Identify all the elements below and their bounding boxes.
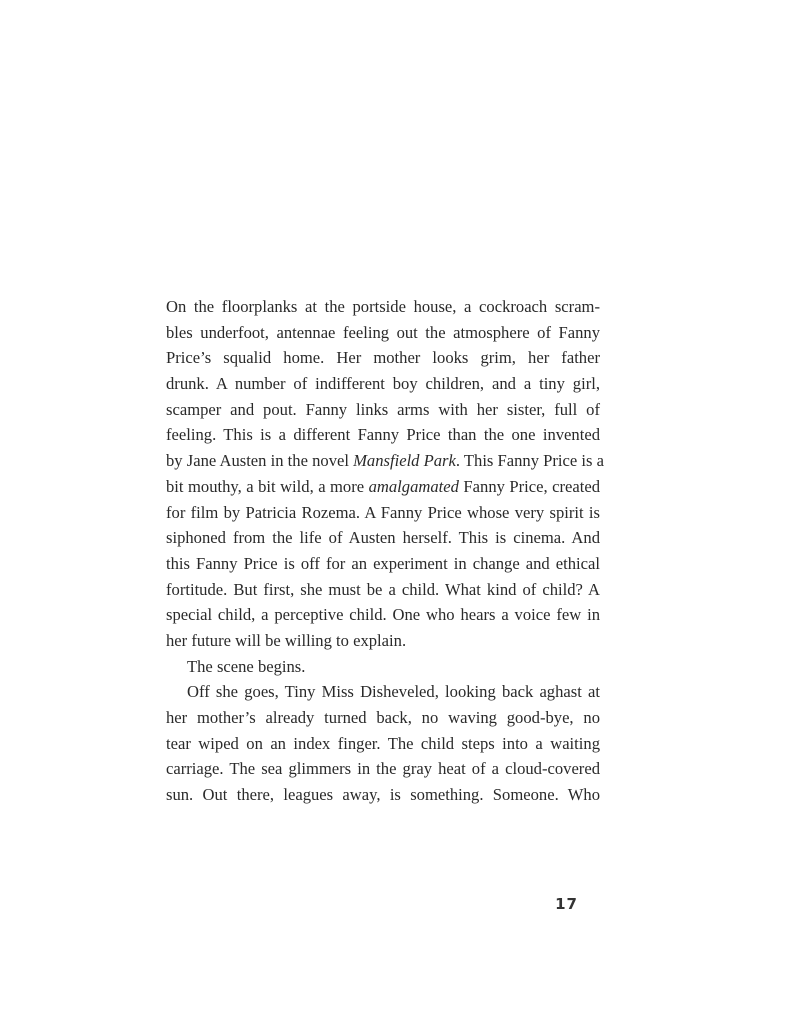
text-line: tear wiped on an index finger. The child steps into a waiting (166, 733, 600, 753)
text-segment: . This Fanny Price is a (455, 451, 604, 471)
text-line: carriage. The sea glimmers in the gray heat of a cloud-covered (166, 759, 600, 779)
page-number: 17 (555, 895, 578, 913)
text-line: this Fanny Price is off for an experiment in change and ethical (166, 553, 600, 573)
text-line: On the floorplanks at the portside house, a cockroach scram- (166, 297, 600, 316)
text-line: feeling. This is a different Fanny Price than the one invented (166, 425, 600, 445)
text-line: for film by Patricia Rozema. A Fanny Price whose very spirit is (166, 502, 600, 522)
text-line: scamper and pout. Fanny links arms with her sister, full of (166, 399, 600, 419)
text-line: siphoned from the life of Austen herself. This is cinema. And (166, 528, 600, 548)
text-line: bles underfoot, antennae feeling out the atmosphere of Fanny (166, 322, 600, 342)
text-line: The scene begins. (187, 656, 306, 676)
text-line (166, 474, 600, 500)
text-line: sun. Out there, leagues away, is something. Someone. Who (166, 785, 600, 805)
text-segment: by Jane Austen in the novel (166, 451, 354, 471)
text-segment: bit mouthy, a bit wild, a more (166, 476, 369, 496)
text-segment: Fanny Price, created (458, 476, 600, 496)
text-line: her mother’s already turned back, no waving good-bye, no (166, 708, 600, 727)
text-line: her future will be willing to explain. (166, 630, 407, 650)
text-line (166, 448, 604, 474)
text-line: drunk. A number of indifferent boy children, and a tiny girl, (166, 374, 600, 394)
text-line: special child, a perceptive child. One who hears a voice few in (166, 605, 600, 625)
emphasis-italic: amalgamated (368, 476, 459, 496)
body-text (166, 294, 604, 808)
text-line: Off she goes, Tiny Miss Disheveled, looking back aghast at (187, 682, 600, 702)
text-line: Price’s squalid home. Her mother looks grim, her father (166, 348, 600, 368)
book-title-italic: Mansfield Park (353, 451, 456, 471)
text-line: fortitude. But first, she must be a child. What kind of child? A (166, 579, 600, 599)
